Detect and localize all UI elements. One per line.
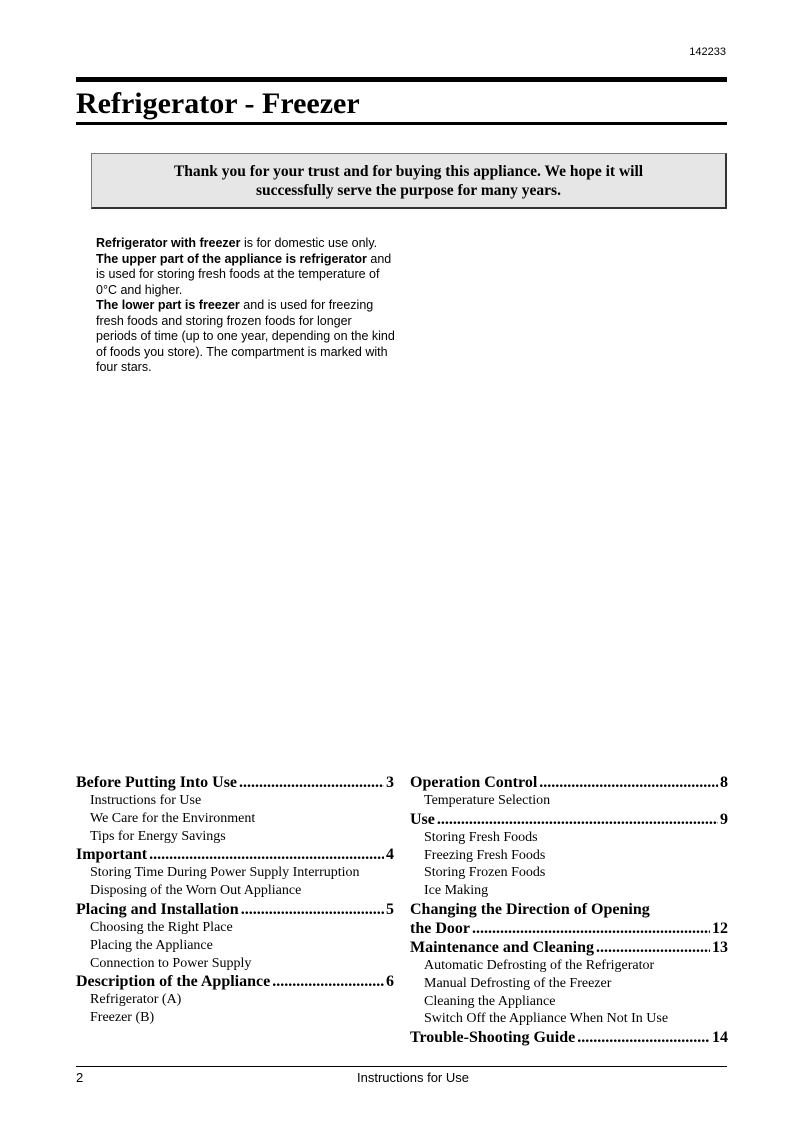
intro-bold: Refrigerator with freezer (96, 236, 241, 250)
intro-body: is for domestic use only. (240, 236, 378, 250)
toc-subentry: Switch Off the Appliance When Not In Use (424, 1011, 669, 1027)
intro-bold: The lower part is freezer (96, 298, 240, 312)
footer-rule (76, 1066, 727, 1067)
toc-right-column (410, 773, 728, 1047)
toc-subentry: Manual Defrosting of the Freezer (424, 975, 612, 991)
toc-entry (410, 919, 728, 938)
thank-you-line-1: Thank you for your trust and for buying this appliance. We hope it will (173, 162, 644, 180)
toc-entry (76, 773, 394, 792)
toc-leader-dots (272, 972, 384, 991)
toc-page-number: 3 (386, 774, 394, 791)
toc-subentry: Instructions for Use (90, 793, 202, 808)
toc-entry (410, 1028, 728, 1047)
toc-entry-title: Trouble-Shooting Guide (410, 1029, 576, 1047)
toc-leader-dots (577, 1028, 710, 1047)
thank-you-line-2: successfully serve the purpose for many years. (256, 181, 561, 199)
toc-leader-dots (149, 845, 384, 864)
toc-entry-title: Placing and Installation (76, 900, 239, 918)
toc-entry-title: the Door (410, 919, 470, 937)
intro-paragraph (96, 236, 396, 252)
toc-page-number: 8 (720, 774, 728, 791)
top-rule (76, 77, 727, 82)
toc-page-number: 9 (720, 810, 728, 828)
toc-leader-dots (239, 773, 384, 792)
toc-subentry: Tips for Energy Savings (90, 828, 226, 844)
title-rule (76, 122, 727, 125)
toc-page-number: 6 (386, 973, 394, 991)
toc-subentry: Cleaning the Appliance (424, 993, 556, 1009)
toc-subentry: Storing Frozen Foods (424, 865, 546, 881)
toc-entry-title: Before Putting Into Use (76, 774, 238, 791)
toc-subentry: Freezer (B) (90, 1010, 155, 1026)
document-number: 142233 (689, 46, 726, 58)
page-number: 2 (76, 1070, 84, 1085)
toc-leader-dots (539, 773, 718, 792)
toc-subentry: Refrigerator (A) (90, 992, 182, 1008)
intro-body: and is used for storing fresh foods at the temperature of 0°C and higher. (96, 251, 392, 297)
toc-leader-dots (472, 919, 710, 938)
toc-page-number: 5 (386, 900, 394, 918)
toc-leader-dots (241, 900, 384, 919)
page-title: Refrigerator - Freezer (76, 87, 360, 120)
toc-entry-title: Maintenance and Cleaning (410, 938, 595, 956)
toc-entry (76, 972, 394, 991)
toc-subentry: Storing Time During Power Supply Interruption (90, 865, 360, 881)
intro-bold: The upper part of the appliance is refrigerator (96, 251, 367, 266)
footer-title: Instructions for Use (357, 1070, 469, 1085)
toc-subentry: Connection to Power Supply (90, 955, 252, 971)
toc-entry (410, 773, 728, 792)
toc-page-number: 12 (712, 919, 728, 937)
toc-page-number: 13 (712, 938, 728, 956)
toc-subentry: Placing the Appliance (90, 937, 213, 953)
toc-entry-title: Important (76, 846, 148, 864)
toc-left-column (76, 773, 394, 1027)
intro-paragraph (96, 252, 396, 299)
intro-body: and is used for freezing fresh foods and storing frozen foods for longer periods of time (up to one year, depending on the kind of foods you store). The compartment is marked with four stars. (96, 298, 395, 374)
toc-subentry: Freezing Fresh Foods (424, 847, 546, 863)
toc-entry-title: Operation Control (410, 774, 538, 791)
toc-entry (410, 810, 728, 829)
toc-subentry: Storing Fresh Foods (424, 829, 538, 845)
toc-page-number: 14 (712, 1029, 728, 1047)
intro-text (96, 236, 396, 376)
toc-subentry: Temperature Selection (424, 793, 551, 808)
toc-subentry: Automatic Defrosting of the Refrigerator (424, 957, 655, 973)
toc-page-number: 4 (386, 846, 394, 864)
toc-entry-title: Use (410, 810, 435, 828)
toc-subentry: Disposing of the Worn Out Appliance (90, 883, 302, 899)
toc-entry-title: Description of the Appliance (76, 973, 271, 991)
toc-subentry: Choosing the Right Place (90, 919, 233, 935)
toc-entry-title-line: Changing the Direction of Opening (410, 900, 650, 918)
toc-leader-dots (596, 938, 710, 957)
intro-paragraph (96, 298, 396, 376)
toc-entry (76, 845, 394, 864)
toc-entry (76, 900, 394, 919)
toc-entry (410, 938, 728, 957)
toc-leader-dots (437, 810, 718, 829)
toc-subentry: Ice Making (424, 883, 489, 899)
thank-you-box (91, 153, 727, 209)
toc-subentry: We Care for the Environment (90, 810, 256, 826)
